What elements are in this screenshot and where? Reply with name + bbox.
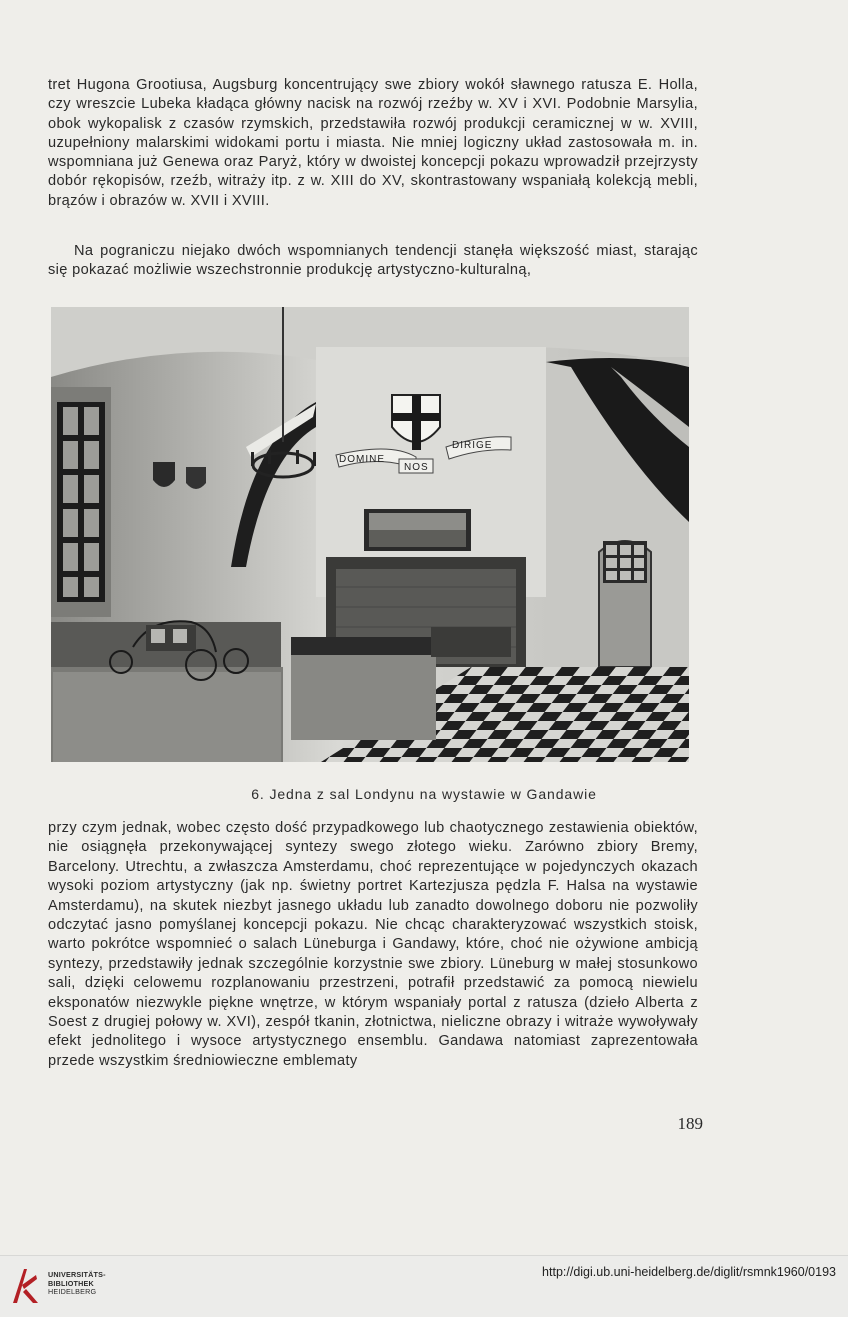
paragraph-3: przy czym jednak, wobec często dość przypadkowego lub chaotycznego zestawienia obiektów, nie osiągnęła przekonywającej syntezy swego złotego wieku. Zarówno zbiory Bremy, Barcelony. Utrechtu, a zwłaszcza Amsterdamu, choć reprezentujące w pojedynczych okazach wysoki poziom artystyczny (jak np. świetny portret Kartezjusza pędzla F. Halsa na wystawie Amsterdamu), na skutek niezbyt jasnego układu lub zanadto dowolnego doboru nie pozwoliły odczytać jasno pomyślanej koncepcji pokazu. Nie chcąc charakteryzować wszystkich stoisk, warto pokrótce wspomnieć o salach Lüneburga i Gandawy, które, choć nie ożywione ambicją syntezy, przedstawiły jednak szczególnie korzystnie swe zbiory. Lüneburg w małej stosunkowo sali, dzięki celowemu rozplanowaniu przestrzeni, potrafił przedstawić za pomocą niewielu eksponatów niezwykle piękne wnętrze, w którym wspaniały portal z ratusza (dzieło Alberta z Soest z drugiej połowy w. XVI), zespół tkanin, złotnictwa, nieliczne obrazy i witraże wywoływały efekt jednolitego i wysoce artystycznego ensemblu. Gandawa natomiast zaprezentowała przede wszystkim średniowieczne emblematy [48, 820, 698, 1069]
permalink-url[interactable]: http://digi.ub.uni-heidelberg.de/diglit/rsmnk1960/0193 [542, 1265, 836, 1279]
inscription-dirige: DIRIGE [452, 440, 493, 451]
inscription-domine: DOMINE [339, 454, 385, 465]
university-library-logo-icon[interactable] [10, 1265, 40, 1305]
inscription-nos: NOS [404, 462, 429, 473]
library-line-2: BIBLIOTHEK [48, 1278, 94, 1288]
page-number: 189 [677, 1114, 703, 1133]
digitization-footer [0, 1255, 848, 1317]
library-line-1: UNIVERSITÄTS- [48, 1270, 106, 1279]
paragraph-1: tret Hugona Grootiusa, Augsburg koncentrujący swe zbiory wokół sławnego ratusza E. Holla, czy wreszcie Lubeka kładąca główny nacisk na rozwój rzeźby w. XV i XVI. Podobnie Marsylia, obok wykopalisk z czasów rzymskich, przedstawiła rozwój produkcji ceramicznej w w. XVIII, uzupełniony malarskimi widokami portu i miasta. Nie mniej logiczny układ zastosowała m. in. wspomniana już Genewa oraz Paryż, który w dwoistej koncepcji pokazu wprowadził przejrzysty dobór rękopisów, rzeźb, witraży itp. z w. XIII do XV, skontrastowany wspaniałą kolekcją mebli, brązów i obrazów w. XVII i XVIII. [48, 77, 698, 209]
exhibition-hall-photo [51, 307, 689, 762]
figure-caption: 6. Jedna z sal Londynu na wystawie w Gandawie [251, 786, 597, 802]
library-name [48, 1271, 106, 1297]
library-line-3: HEIDELBERG [48, 1287, 97, 1297]
paragraph-2: Na pograniczu niejako dwóch wspomnianych tendencji stanęła większość miast, starając się pokazać możliwie wszechstronnie produkcję artystyczno-kulturalną, [48, 243, 698, 279]
